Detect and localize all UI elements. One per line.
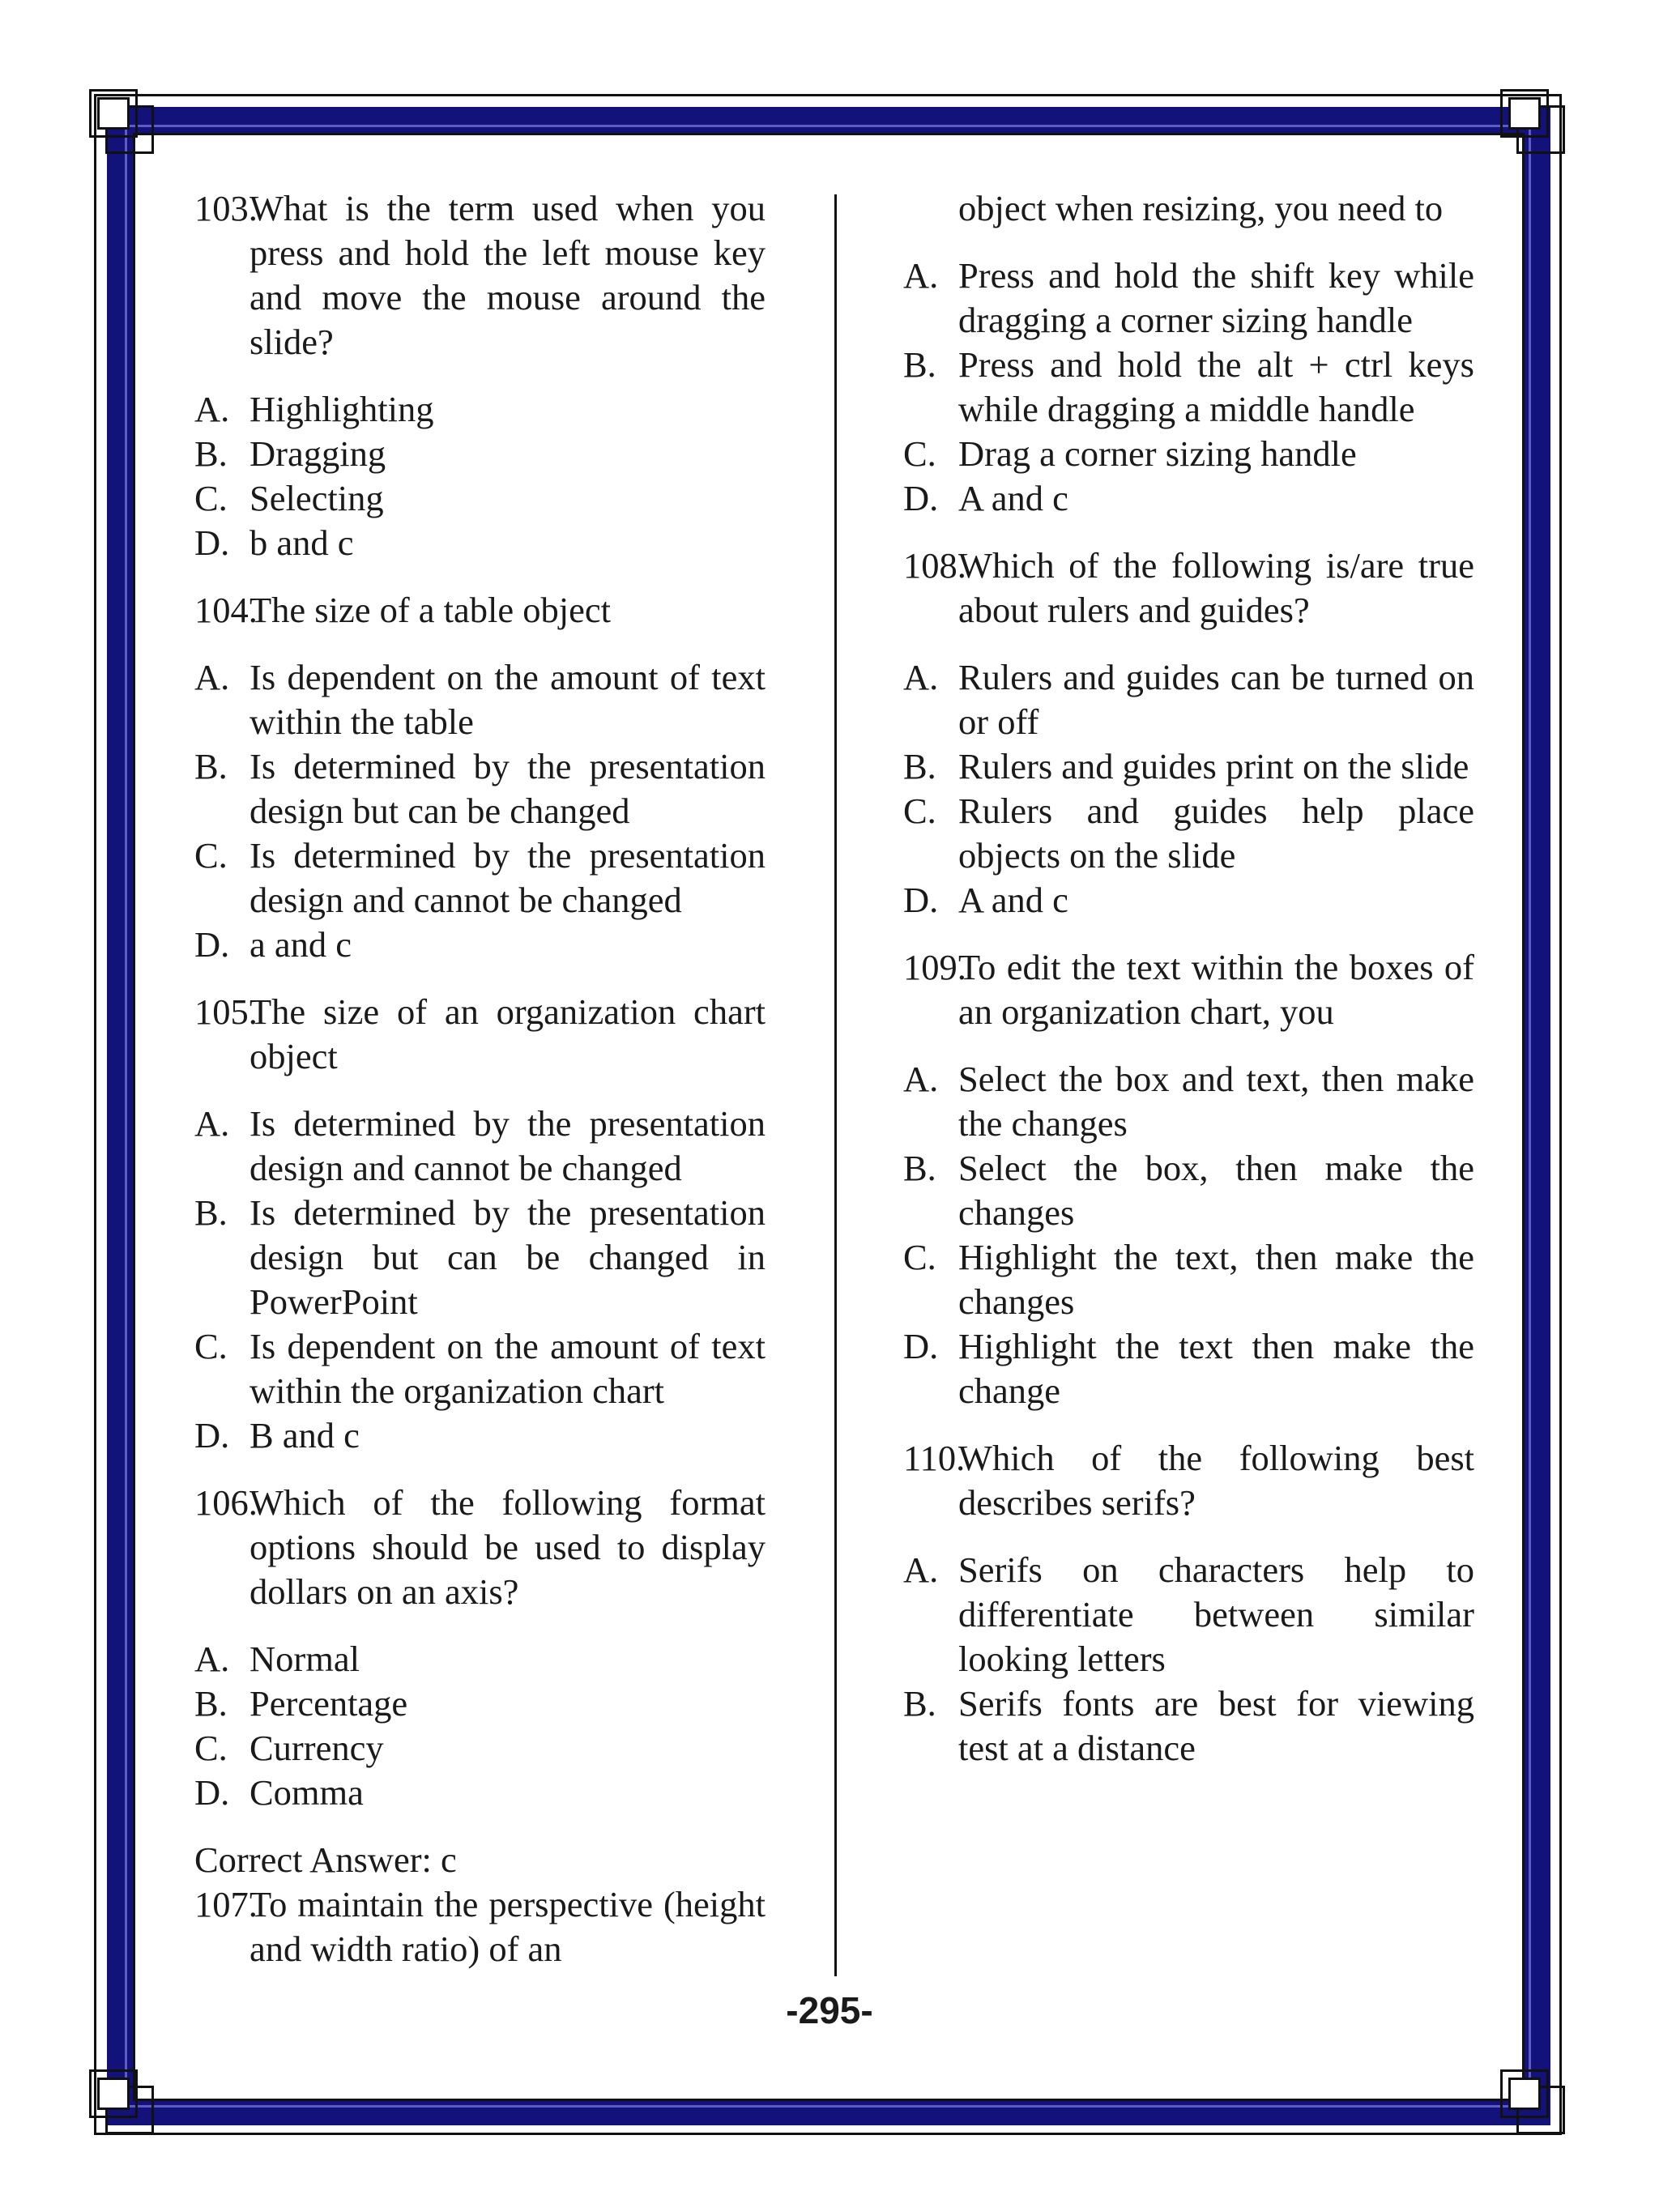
option: D. a and c xyxy=(194,924,352,965)
option: C. Is dependent on the amount of text within the organization chart xyxy=(194,1326,766,1411)
question-text: Which of the following format options should be used to display dollars on an axis? xyxy=(249,1482,766,1612)
question-108: 108.Which of the following is/are true about rulers and guides? xyxy=(903,545,1474,630)
question-text: What is the term used when you press and hold the left mouse key and move the mouse around the slide? xyxy=(249,188,766,362)
option: D. Comma xyxy=(194,1772,364,1813)
options-103 xyxy=(194,387,766,565)
right-column xyxy=(903,186,1474,1793)
column-divider xyxy=(834,194,837,1976)
options-108 xyxy=(903,655,1474,923)
option: A. Is determined by the presentation design and cannot be changed xyxy=(194,1103,766,1188)
option: C. Highlight the text, then make the changes xyxy=(903,1237,1474,1322)
option: D. Highlight the text then make the change xyxy=(903,1326,1474,1411)
option: C. Rulers and guides help place objects on the slide xyxy=(903,791,1474,876)
options-104 xyxy=(194,655,766,967)
question-110: 110.Which of the following best describes serifs? xyxy=(903,1438,1474,1523)
option: B. Is determined by the presentation design but can be changed in PowerPoint xyxy=(194,1192,766,1322)
option: A. Highlighting xyxy=(194,389,434,429)
left-column xyxy=(194,186,766,1971)
option: B. Percentage xyxy=(194,1683,408,1724)
option: A. Rulers and guides can be turned on or off xyxy=(903,657,1474,742)
options-105 xyxy=(194,1102,766,1458)
option: D. A and c xyxy=(903,478,1068,518)
option: A. Normal xyxy=(194,1639,360,1679)
option: B. Is determined by the presentation design but can be changed xyxy=(194,746,766,831)
option: A. Serifs on characters help to differentiate between similar looking letters xyxy=(903,1549,1474,1679)
option: B. Press and hold the alt + ctrl keys while dragging a middle handle xyxy=(903,344,1474,429)
question-text: To edit the text within the boxes of an organization chart, you xyxy=(958,947,1474,1032)
question-107-continued: object when resizing, you need to xyxy=(958,188,1444,228)
question-107: 107.To maintain the perspective (height and width ratio) of an xyxy=(194,1884,766,1969)
option: B. Rulers and guides print on the slide xyxy=(903,746,1469,786)
corner-ornament-top-right xyxy=(1500,89,1568,157)
correct-answer: Correct Answer: c xyxy=(194,1839,457,1880)
page-number: -295- xyxy=(786,1989,873,2031)
option: C. Selecting xyxy=(194,478,384,518)
option: D. b and c xyxy=(194,522,354,563)
option: A. Is dependent on the amount of text within the table xyxy=(194,657,766,742)
question-text: Which of the following best describes serifs? xyxy=(958,1438,1474,1523)
option: C. Is determined by the presentation design and cannot be changed xyxy=(194,835,766,920)
corner-ornament-top-left xyxy=(89,89,157,157)
options-107 xyxy=(903,254,1474,521)
question-text: To maintain the perspective (height and width ratio) of an xyxy=(249,1884,766,1969)
option: B. Serifs fonts are best for viewing test at a distance xyxy=(903,1683,1474,1768)
question-104: 104.The size of a table object xyxy=(194,590,612,630)
question-text: The size of a table object xyxy=(249,590,612,630)
question-text: Which of the following is/are true about rulers and guides? xyxy=(958,545,1474,630)
corner-ornament-bottom-right xyxy=(1500,2069,1568,2137)
option: B. Select the box, then make the changes xyxy=(903,1148,1474,1233)
option: B. Dragging xyxy=(194,433,386,474)
options-109 xyxy=(903,1057,1474,1413)
option: A. Select the box and text, then make the changes xyxy=(903,1059,1474,1144)
question-text: The size of an organization chart object xyxy=(249,991,766,1076)
question-103: 103.What is the term used when you press and hold the left mouse key and move the mouse around the slide? xyxy=(194,188,766,362)
options-110 xyxy=(903,1548,1474,1771)
option: A. Press and hold the shift key while dragging a corner sizing handle xyxy=(903,255,1474,340)
option: D. B and c xyxy=(194,1415,360,1455)
option: C. Currency xyxy=(194,1728,384,1768)
options-106 xyxy=(194,1637,766,1815)
question-106: 106.Which of the following format options should be used to display dollars on an axis? xyxy=(194,1482,766,1612)
corner-ornament-bottom-left xyxy=(89,2069,157,2137)
option: D. A and c xyxy=(903,880,1068,920)
option: C. Drag a corner sizing handle xyxy=(903,433,1357,474)
question-109: 109.To edit the text within the boxes of an organization chart, you xyxy=(903,947,1474,1032)
question-105: 105.The size of an organization chart object xyxy=(194,991,766,1076)
